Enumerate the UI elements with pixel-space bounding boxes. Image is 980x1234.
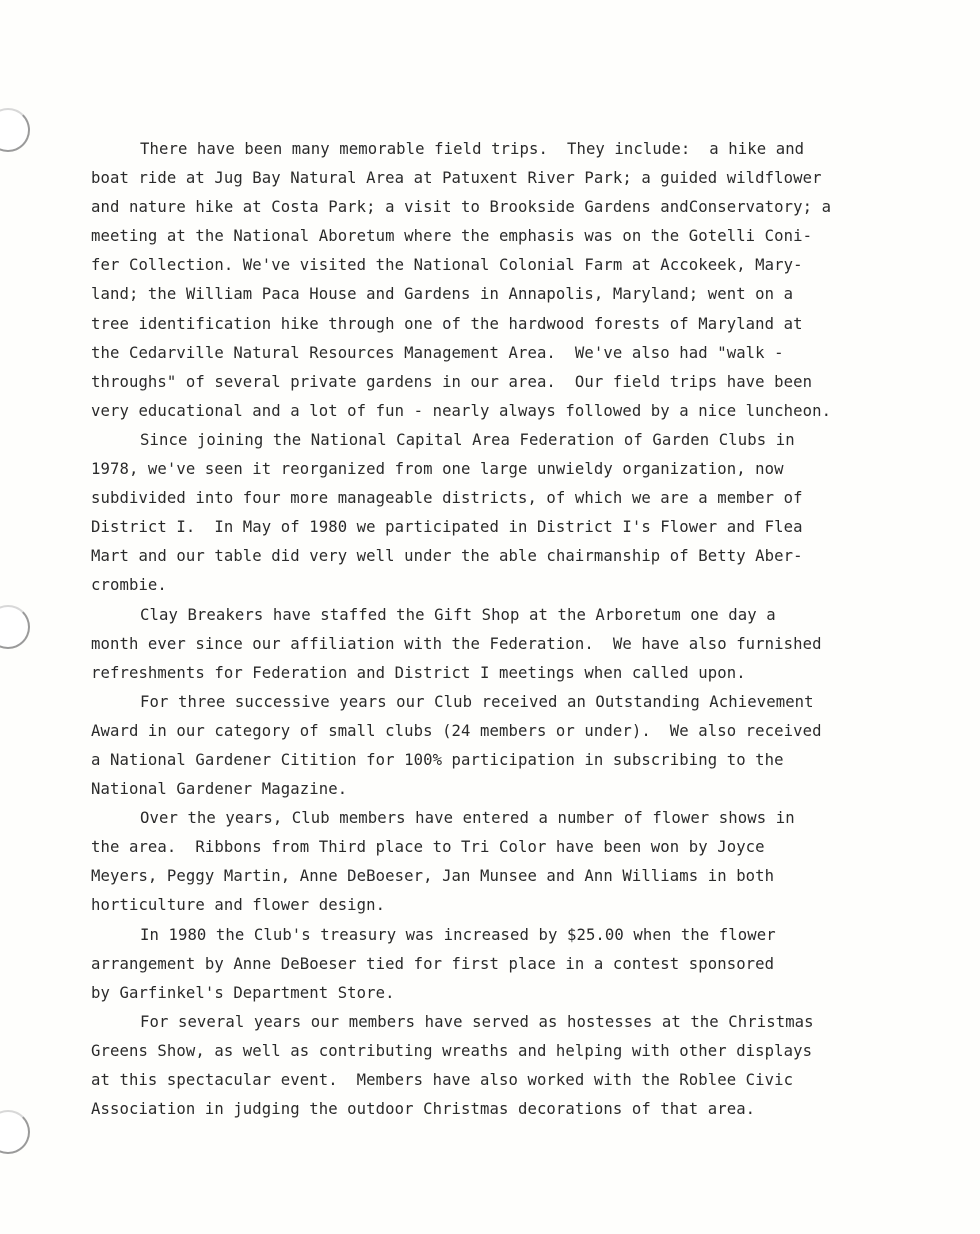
paragraph-4-line: Award in our category of small clubs (24 members or under). We also received	[91, 721, 822, 740]
paragraph-7-line: at this spectacular event. Members have also worked with the Roblee Civic	[91, 1071, 794, 1089]
paragraph-3-line: month ever since our affiliation with the Federation. We have also furnished	[91, 634, 822, 653]
paragraph-2-line: crombie.	[91, 576, 167, 595]
paragraph-2-line: Since joining the National Capital Area Federation of Garden Clubs in	[140, 430, 795, 449]
paragraph-3-line: Clay Breakers have staffed the Gift Shop at the Arboretum one day a	[140, 605, 776, 624]
paragraph-1-line: throughs" of several private gardens in our area. Our field trips have been	[91, 372, 813, 391]
paragraph-6-line: In 1980 the Club's treasury was increased by $25.00 when the flower	[140, 925, 776, 944]
punch-hole-middle	[0, 605, 30, 649]
paragraph-2-line: 1978, we've seen it reorganized from one large unwieldy organization, now	[91, 460, 784, 479]
paragraph-3-line: refreshments for Federation and District I meetings when called upon.	[91, 663, 746, 682]
punch-hole-bottom	[0, 1110, 30, 1154]
paragraph-5-line: Over the years, Club members have entered a number of flower shows in	[140, 809, 795, 828]
paragraph-1-line: fer Collection. We've visited the National Colonial Farm at Accokeek, Mary-	[91, 256, 803, 275]
punch-hole-top	[0, 108, 30, 152]
paragraph-1-line: very educational and a lot of fun - nearly always followed by a nice luncheon.	[91, 401, 832, 420]
paragraph-6-line: arrangement by Anne DeBoeser tied for first place in a contest sponsored	[91, 954, 775, 973]
paragraph-5-line: the area. Ribbons from Third place to Tri Color have been won by Joyce	[91, 838, 765, 857]
paragraph-7-line: For several years our members have served as hostesses at the Christmas	[140, 1012, 814, 1031]
paragraph-1-line: meeting at the National Aboretum where the emphasis was on the Gotelli Coni-	[91, 227, 813, 246]
paragraph-7-line: Association in judging the outdoor Christmas decorations of that area.	[91, 1100, 756, 1119]
paragraph-1-line: land; the William Paca House and Gardens in Annapolis, Maryland; went on a	[91, 285, 794, 304]
paragraph-1-line: tree identification hike through one of the hardwood forests of Maryland at	[91, 314, 803, 333]
paragraph-6-line: by Garfinkel's Department Store.	[91, 983, 395, 1002]
paragraph-1-line: and nature hike at Costa Park; a visit to Brookside Gardens andConservatory; a	[91, 198, 832, 217]
paragraph-4-line: a National Gardener Citition for 100% participation in subscribing to the	[91, 750, 784, 769]
paragraph-7-line: Greens Show, as well as contributing wreaths and helping with other displays	[91, 1041, 813, 1060]
paragraph-1-line: the Cedarville Natural Resources Management Area. We've also had "walk -	[91, 343, 784, 362]
paragraph-4-line: National Gardener Magazine.	[91, 780, 348, 799]
paragraph-4-line: For three successive years our Club received an Outstanding Achievement	[140, 692, 814, 711]
typewritten-body	[91, 135, 866, 1124]
paragraph-5-line: Meyers, Peggy Martin, Anne DeBoeser, Jan Munsee and Ann Williams in both	[91, 867, 775, 886]
paragraph-2-line: District I. In May of 1980 we participated in District I's Flower and Flea	[91, 518, 803, 537]
paragraph-2-line: subdivided into four more manageable districts, of which we are a member of	[91, 489, 803, 508]
paragraph-1-line: There have been many memorable field trips. They include: a hike and	[140, 140, 805, 158]
paragraph-2-line: Mart and our table did very well under the able chairmanship of Betty Aber-	[91, 547, 803, 566]
paragraph-1-line: boat ride at Jug Bay Natural Area at Patuxent River Park; a guided wildflower	[91, 169, 822, 188]
paragraph-5-line: horticulture and flower design.	[91, 896, 386, 915]
